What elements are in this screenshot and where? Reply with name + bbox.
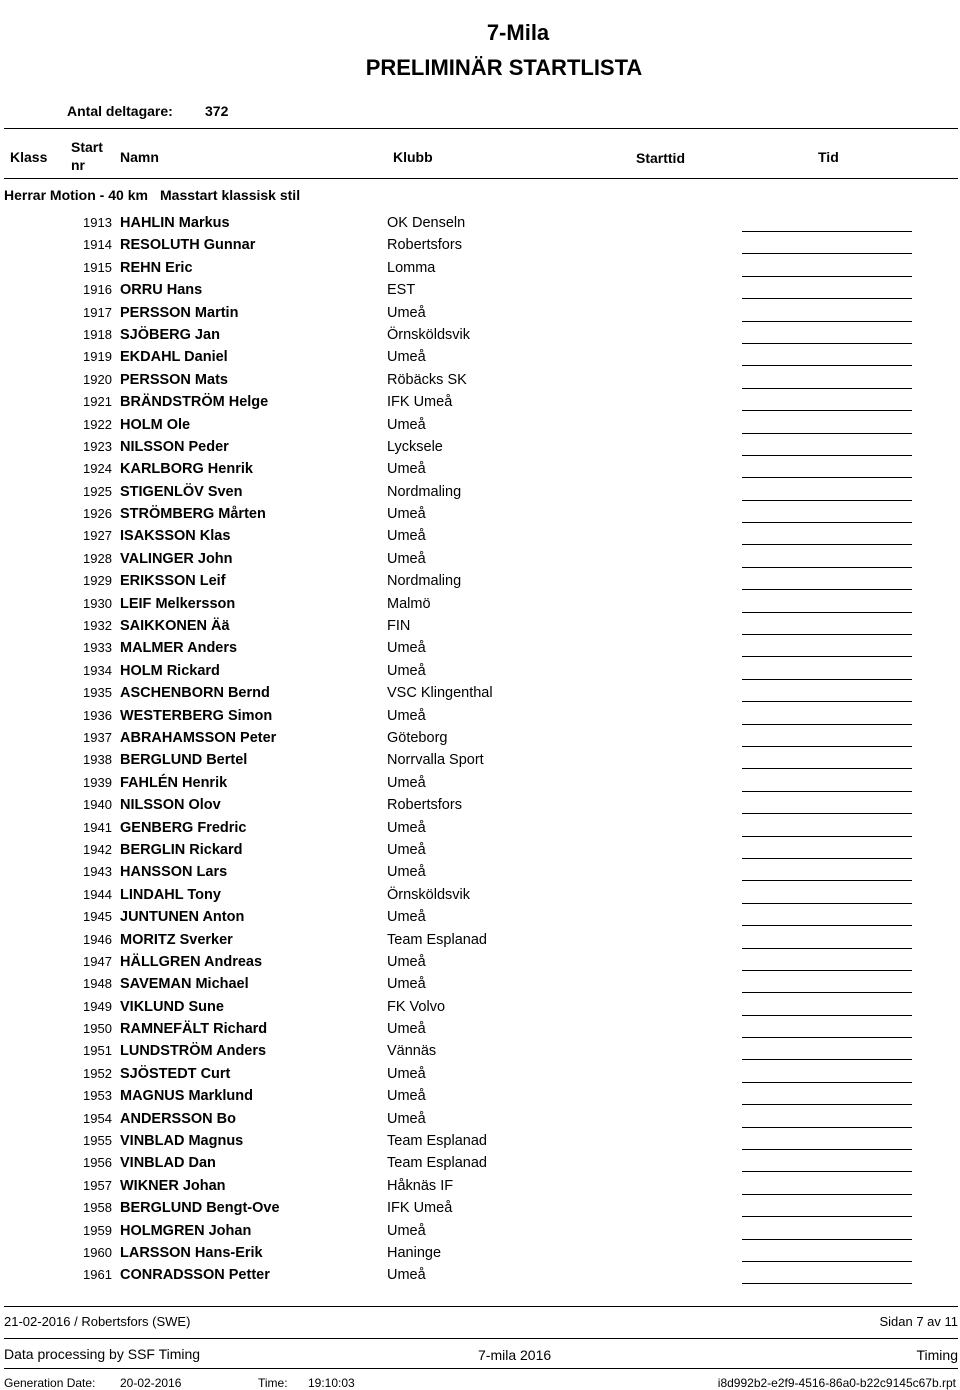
athlete-name: NILSSON Olov (120, 797, 221, 814)
club-name: Team Esplanad (387, 1155, 487, 1172)
club-name: Umeå (387, 416, 426, 433)
time-entry-line (742, 589, 912, 590)
table-row (0, 951, 960, 973)
table-row (0, 1085, 960, 1107)
club-name: Vännäs (387, 1043, 437, 1060)
start-number: 1956 (83, 1155, 112, 1171)
table-row (0, 279, 960, 301)
athlete-name: ANDERSSON Bo (120, 1110, 237, 1127)
athlete-name: STRÖMBERG Mårten (120, 506, 266, 523)
club-name: Norrvalla Sport (387, 752, 484, 769)
club-name: Umeå (387, 841, 426, 858)
footer-processing: Data processing by SSF Timing (4, 1346, 201, 1362)
footer-event: 7-mila 2016 (478, 1347, 552, 1363)
table-row (0, 302, 960, 324)
column-header-klubb: Klubb (393, 149, 433, 165)
table-row (0, 1242, 960, 1264)
start-number: 1961 (83, 1267, 112, 1283)
athlete-name: LEIF Melkersson (120, 595, 236, 612)
club-name: Umeå (387, 349, 426, 366)
time-entry-line (742, 1015, 912, 1016)
start-number: 1922 (83, 416, 112, 432)
table-row (0, 212, 960, 234)
time-entry-line (742, 1149, 912, 1150)
athlete-name: HAHLIN Markus (120, 215, 230, 231)
club-name: Göteborg (387, 729, 448, 746)
time-entry-line (742, 634, 912, 635)
club-name: OK Denseln (387, 215, 466, 231)
athlete-name: GENBERG Fredric (120, 819, 247, 836)
column-header-namn: Namn (120, 149, 159, 165)
club-name: Umeå (387, 506, 426, 523)
table-row (0, 861, 960, 883)
club-name: Umeå (387, 1267, 426, 1284)
table-row (0, 525, 960, 547)
table-row (0, 749, 960, 771)
start-number: 1937 (83, 729, 112, 745)
table-row (0, 996, 960, 1018)
table-row (0, 257, 960, 279)
athlete-name: WESTERBERG Simon (120, 707, 273, 724)
start-number: 1938 (83, 752, 112, 768)
start-number: 1930 (83, 595, 112, 611)
athlete-name: EKDAHL Daniel (120, 349, 228, 366)
column-header-nr: nr (71, 157, 85, 173)
start-number: 1915 (83, 259, 112, 275)
table-row (0, 817, 960, 839)
time-entry-line (742, 500, 912, 501)
table-row (0, 414, 960, 436)
time-entry-line (742, 522, 912, 523)
club-name: Umeå (387, 640, 426, 657)
table-row (0, 369, 960, 391)
time-entry-line (742, 880, 912, 881)
start-number: 1932 (83, 618, 112, 634)
start-number: 1940 (83, 797, 112, 813)
time-entry-line (742, 365, 912, 366)
club-name: Örnsköldsvik (387, 326, 470, 343)
start-number: 1960 (83, 1244, 112, 1260)
club-name: Umeå (387, 976, 426, 993)
time-entry-line (742, 343, 912, 344)
athlete-name: ABRAHAMSSON Peter (120, 729, 277, 746)
time-entry-line (742, 813, 912, 814)
start-number: 1928 (83, 550, 112, 566)
participants-label: Antal deltagare: (67, 103, 173, 119)
time-entry-line (742, 253, 912, 254)
start-number: 1934 (83, 662, 112, 678)
start-number: 1953 (83, 1088, 112, 1104)
start-number: 1920 (83, 371, 112, 387)
table-row (0, 973, 960, 995)
table-row (0, 660, 960, 682)
footer-timing: Timing (916, 1347, 958, 1363)
start-number: 1924 (83, 461, 112, 477)
club-name: Umeå (387, 1065, 426, 1082)
athlete-name: HOLM Ole (120, 416, 191, 433)
athlete-name: FAHLÉN Henrik (120, 774, 228, 791)
table-row (0, 772, 960, 794)
time-entry-line (742, 231, 912, 232)
table-row (0, 324, 960, 346)
athlete-name: LUNDSTRÖM Anders (120, 1043, 267, 1060)
time-entry-line (742, 321, 912, 322)
table-row (0, 458, 960, 480)
page-subtitle: PRELIMINÄR STARTLISTA (365, 55, 643, 80)
athlete-name: ERIKSSON Leif (120, 573, 226, 590)
club-name: Umeå (387, 953, 426, 970)
time-entry-line (742, 567, 912, 568)
club-name: Nordmaling (387, 573, 462, 590)
header-divider-bottom (4, 178, 958, 179)
athlete-name: RESOLUTH Gunnar (120, 237, 256, 254)
start-number: 1918 (83, 326, 112, 342)
start-number: 1950 (83, 1021, 112, 1037)
time-entry-line (742, 1104, 912, 1105)
footer-report-id: i8d992b2-e2f9-4516-86a0-b22c9145c67b.rpt (717, 1376, 956, 1390)
start-number: 1933 (83, 640, 112, 656)
start-number: 1941 (83, 819, 112, 835)
time-entry-line (742, 948, 912, 949)
club-name: Umeå (387, 1088, 426, 1105)
table-row (0, 682, 960, 704)
time-entry-line (742, 746, 912, 747)
start-number: 1916 (83, 282, 112, 298)
start-number: 1957 (83, 1177, 112, 1193)
start-number: 1944 (83, 886, 112, 902)
start-number: 1929 (83, 573, 112, 589)
table-row (0, 615, 960, 637)
club-name: FIN (387, 618, 411, 635)
athlete-name: STIGENLÖV Sven (120, 483, 243, 500)
table-row (0, 1197, 960, 1219)
athlete-name: PERSSON Martin (120, 304, 239, 321)
time-entry-line (742, 1216, 912, 1217)
club-name: Örnsköldsvik (387, 886, 470, 903)
time-entry-line (742, 455, 912, 456)
table-row (0, 1040, 960, 1062)
athlete-name: CONRADSSON Petter (120, 1267, 270, 1284)
club-name: Nordmaling (387, 483, 462, 500)
club-name: Umeå (387, 528, 426, 545)
section-class-name: Herrar Motion - 40 km (4, 187, 148, 203)
start-number: 1947 (83, 953, 112, 969)
time-entry-line (742, 544, 912, 545)
athlete-name: ASCHENBORN Bernd (120, 685, 270, 702)
club-name: EST (387, 282, 416, 299)
start-number: 1951 (83, 1043, 112, 1059)
athlete-name: MALMER Anders (120, 640, 238, 657)
footer-time-label: Time: (258, 1376, 288, 1390)
table-row (0, 391, 960, 413)
club-name: VSC Klingenthal (387, 685, 493, 702)
time-entry-line (742, 836, 912, 837)
time-entry-line (742, 612, 912, 613)
time-entry-line (742, 656, 912, 657)
header-divider-top (4, 128, 958, 129)
table-row (0, 884, 960, 906)
time-entry-line (742, 992, 912, 993)
table-row (0, 794, 960, 816)
footer-gen-date-value: 20-02-2016 (120, 1376, 182, 1390)
club-name: Umeå (387, 550, 426, 567)
time-entry-line (742, 1059, 912, 1060)
footer-time-value: 19:10:03 (308, 1376, 355, 1390)
athlete-name: ISAKSSON Klas (120, 528, 231, 545)
athlete-name: ORRU Hans (120, 282, 203, 299)
time-entry-line (742, 791, 912, 792)
time-entry-line (742, 858, 912, 859)
athlete-name: HOLMGREN Johan (120, 1222, 252, 1239)
start-number: 1945 (83, 909, 112, 925)
footer-divider-top (4, 1306, 958, 1307)
time-entry-line (742, 1082, 912, 1083)
start-number: 1942 (83, 841, 112, 857)
participants-value: 372 (205, 103, 229, 119)
footer-divider-bottom (4, 1368, 958, 1369)
club-name: Team Esplanad (387, 1133, 487, 1150)
start-number: 1954 (83, 1110, 112, 1126)
footer-gen-date-label: Generation Date: (4, 1376, 96, 1390)
table-row (0, 929, 960, 951)
table-row (0, 839, 960, 861)
time-entry-line (742, 1283, 912, 1284)
time-entry-line (742, 903, 912, 904)
athlete-name: SAVEMAN Michael (120, 976, 249, 993)
table-row (0, 481, 960, 503)
athlete-name: LINDAHL Tony (120, 886, 221, 903)
athlete-name: PERSSON Mats (120, 371, 228, 388)
time-entry-line (742, 1261, 912, 1262)
start-list (0, 212, 960, 1287)
time-entry-line (742, 768, 912, 769)
table-row (0, 1264, 960, 1286)
start-number: 1921 (83, 394, 112, 410)
club-name: Robertsfors (387, 237, 462, 254)
time-entry-line (742, 1194, 912, 1195)
club-name: Umeå (387, 461, 426, 478)
club-name: FK Volvo (387, 998, 446, 1015)
time-entry-line (742, 1239, 912, 1240)
athlete-name: BERGLIN Rickard (120, 841, 243, 858)
club-name: Haninge (387, 1244, 442, 1261)
athlete-name: JUNTUNEN Anton (120, 909, 245, 926)
club-name: Umeå (387, 1110, 426, 1127)
club-name: Lomma (387, 259, 436, 276)
athlete-name: VIKLUND Sune (120, 998, 224, 1015)
club-name: Malmö (387, 595, 431, 612)
start-number: 1926 (83, 506, 112, 522)
table-row (0, 1018, 960, 1040)
athlete-name: HANSSON Lars (120, 864, 228, 881)
table-row (0, 1152, 960, 1174)
table-row (0, 1063, 960, 1085)
start-number: 1946 (83, 931, 112, 947)
athlete-name: REHN Eric (120, 259, 193, 276)
start-number: 1914 (83, 237, 112, 253)
start-number: 1959 (83, 1222, 112, 1238)
time-entry-line (742, 1171, 912, 1172)
start-number: 1948 (83, 976, 112, 992)
table-row (0, 727, 960, 749)
time-entry-line (742, 410, 912, 411)
time-entry-line (742, 701, 912, 702)
club-name: Lycksele (387, 438, 443, 455)
club-name: Umeå (387, 304, 426, 321)
club-name: Umeå (387, 819, 426, 836)
time-entry-line (742, 276, 912, 277)
start-number: 1936 (83, 707, 112, 723)
column-header-starttid: Starttid (636, 150, 685, 166)
athlete-name: NILSSON Peder (120, 438, 229, 455)
club-name: Umeå (387, 662, 426, 679)
time-entry-line (742, 970, 912, 971)
club-name: Håknäs IF (387, 1177, 454, 1194)
table-row (0, 346, 960, 368)
table-row (0, 705, 960, 727)
table-row (0, 1220, 960, 1242)
time-entry-line (742, 477, 912, 478)
athlete-name: MORITZ Sverker (120, 931, 233, 948)
table-row (0, 570, 960, 592)
athlete-name: MAGNUS Marklund (120, 1088, 253, 1105)
start-number: 1952 (83, 1065, 112, 1081)
athlete-name: VALINGER John (120, 550, 233, 567)
footer-divider-middle (4, 1338, 958, 1339)
club-name: Robertsfors (387, 797, 462, 814)
table-row (0, 593, 960, 615)
start-number: 1925 (83, 483, 112, 499)
table-row (0, 436, 960, 458)
athlete-name: RAMNEFÄLT Richard (120, 1021, 268, 1038)
time-entry-line (742, 1127, 912, 1128)
start-number: 1935 (83, 685, 112, 701)
athlete-name: SJÖSTEDT Curt (120, 1065, 231, 1082)
start-number: 1917 (83, 304, 112, 320)
start-number: 1919 (83, 349, 112, 365)
athlete-name: BRÄNDSTRÖM Helge (120, 394, 269, 411)
page-title: 7-Mila (486, 20, 550, 45)
table-row (0, 503, 960, 525)
time-entry-line (742, 388, 912, 389)
footer-page-number: Sidan 7 av 11 (879, 1314, 958, 1329)
club-name: Umeå (387, 1222, 426, 1239)
time-entry-line (742, 433, 912, 434)
table-row (0, 906, 960, 928)
time-entry-line (742, 1037, 912, 1038)
athlete-name: LARSSON Hans-Erik (120, 1244, 263, 1261)
athlete-name: SAIKKONEN Ää (120, 618, 230, 635)
start-number: 1955 (83, 1133, 112, 1149)
club-name: Umeå (387, 1021, 426, 1038)
table-row (0, 548, 960, 570)
athlete-name: WIKNER Johan (120, 1177, 226, 1194)
start-number: 1927 (83, 528, 112, 544)
club-name: IFK Umeå (387, 1200, 453, 1217)
start-number: 1943 (83, 864, 112, 880)
column-header-start: Start (71, 139, 103, 155)
column-header-klass: Klass (10, 149, 48, 165)
club-name: IFK Umeå (387, 394, 453, 411)
start-number: 1939 (83, 774, 112, 790)
athlete-name: BERGLUND Bengt-Ove (120, 1200, 280, 1217)
start-number: 1949 (83, 998, 112, 1014)
athlete-name: VINBLAD Magnus (120, 1133, 244, 1150)
club-name: Röbäcks SK (387, 371, 467, 388)
athlete-name: KARLBORG Henrik (120, 461, 253, 478)
column-header-tid: Tid (818, 149, 839, 165)
start-number: 1923 (83, 438, 112, 454)
section-style: Masstart klassisk stil (160, 187, 301, 203)
club-name: Team Esplanad (387, 931, 487, 948)
table-row (0, 1175, 960, 1197)
start-number: 1958 (83, 1200, 112, 1216)
club-name: Umeå (387, 909, 426, 926)
table-row (0, 234, 960, 256)
athlete-name: VINBLAD Dan (120, 1155, 216, 1172)
table-row (0, 1130, 960, 1152)
footer-date-place: 21-02-2016 / Robertsfors (SWE) (4, 1314, 191, 1329)
club-name: Umeå (387, 707, 426, 724)
time-entry-line (742, 298, 912, 299)
athlete-name: HOLM Rickard (120, 662, 220, 679)
time-entry-line (742, 925, 912, 926)
athlete-name: HÄLLGREN Andreas (120, 953, 263, 970)
athlete-name: BERGLUND Bertel (120, 752, 248, 769)
time-entry-line (742, 679, 912, 680)
table-row (0, 1108, 960, 1130)
start-number: 1913 (83, 215, 112, 230)
athlete-name: SJÖBERG Jan (120, 326, 220, 343)
club-name: Umeå (387, 864, 426, 881)
club-name: Umeå (387, 774, 426, 791)
table-row (0, 637, 960, 659)
time-entry-line (742, 724, 912, 725)
